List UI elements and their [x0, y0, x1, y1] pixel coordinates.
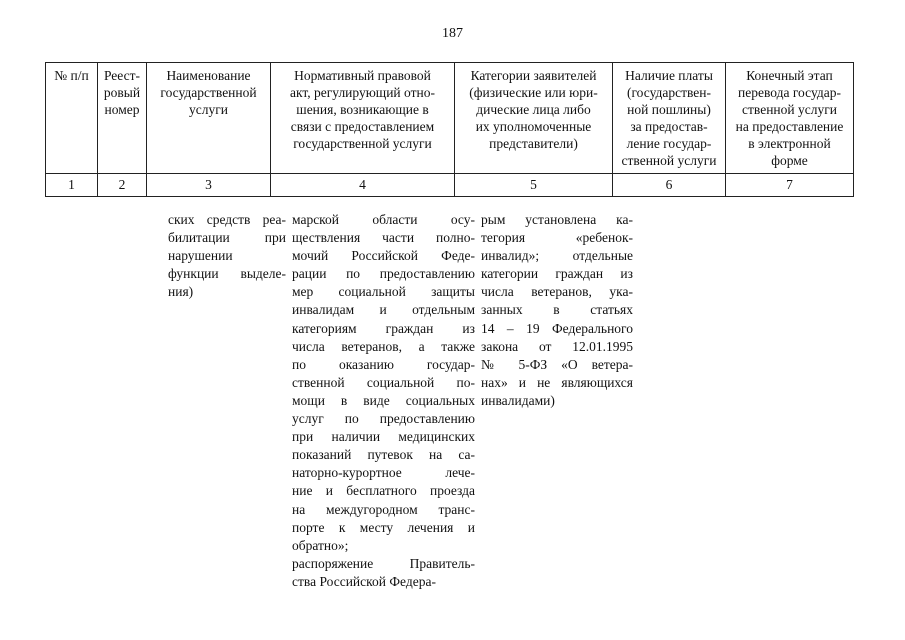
text-line: мочий Российской Феде-: [292, 248, 475, 264]
text-line: услуг по предоставлению: [292, 411, 475, 427]
text-line: распоряжение Правитель-: [292, 555, 475, 571]
text-line: наторно-курортное лече-: [292, 465, 475, 481]
text-line: функции выделе-: [168, 266, 286, 282]
column-header-5: Категории заявителей (физические или юри- дические лица либо их уполномоченные представители): [455, 63, 613, 174]
text-line: обратно»;: [292, 537, 349, 553]
text-line: показаний путевок на са-: [292, 447, 475, 463]
text-line: № 5-ФЗ «О ветера-: [481, 356, 633, 372]
text-line: мощи в виде социальных: [292, 392, 475, 408]
text-line: порте к месту лечения и: [292, 519, 475, 535]
column-number-1: 1: [46, 174, 98, 197]
text-line: закона от 12.01.1995: [481, 338, 633, 354]
column-header-3: Наименование государственной услуги: [147, 63, 271, 174]
text-line: на междугородном транс-: [292, 501, 475, 517]
continuation-column-5: [481, 211, 633, 410]
column-number-2: 2: [98, 174, 147, 197]
text-line: билитации при: [168, 230, 286, 246]
continuation-column-3: [168, 211, 286, 301]
text-line: рым установлена ка-: [481, 212, 633, 227]
text-line: категориям граждан из: [292, 320, 475, 336]
text-line: числа ветеранов, а также: [292, 338, 475, 354]
column-number-6: 6: [613, 174, 726, 197]
text-line: нарушении: [168, 248, 233, 264]
text-line: инвалидами): [481, 392, 555, 408]
page-number: 187: [442, 26, 463, 41]
text-line: занных в статьях: [481, 302, 633, 318]
text-line: ние и бесплатного проезда: [292, 483, 475, 499]
text-line: ществления части полно-: [292, 230, 475, 246]
text-line: по оказанию государ-: [292, 356, 475, 372]
text-line: нах» и не являющихся: [481, 374, 633, 390]
text-line: ских средств реа-: [168, 212, 286, 227]
column-number-7: 7: [726, 174, 854, 197]
text-line: рации по предоставлению: [292, 266, 475, 282]
text-line: инвалид»; отдельные: [481, 248, 633, 264]
text-line: 14 – 19 Федерального: [481, 320, 633, 336]
services-table-header: [45, 62, 854, 197]
column-header-1: № п/п: [46, 63, 98, 174]
column-number-3: 3: [147, 174, 271, 197]
column-header-4: Нормативный правовой акт, регулирующий отно- шения, возникающие в связи с предоставлением государственной услуги: [271, 63, 455, 174]
text-line: ства Российской Федера-: [292, 573, 436, 589]
column-header-6: Наличие платы (государствен- ной пошлины) за предостав- ление государ- ственной услуги: [613, 63, 726, 174]
text-line: инвалидам и отдельным: [292, 302, 475, 318]
text-line: числа ветеранов, ука-: [481, 284, 633, 300]
text-line: категории граждан из: [481, 266, 633, 282]
text-line: ния): [168, 284, 194, 300]
text-line: при наличии медицинских: [292, 429, 475, 445]
column-number-row: [46, 174, 854, 197]
text-line: ственной социальной по-: [292, 374, 475, 390]
column-number-4: 4: [271, 174, 455, 197]
column-header-2: Реест- ровый номер: [98, 63, 147, 174]
text-line: марской области осу-: [292, 212, 475, 227]
text-line: тегория «ребенок-: [481, 230, 633, 246]
text-line: мер социальной защиты: [292, 284, 475, 300]
continuation-column-4: [292, 211, 475, 591]
column-number-5: 5: [455, 174, 613, 197]
column-header-7: Конечный этап перевода государ- ственной услуги на предоставление в электронной форме: [726, 63, 854, 174]
table-header-row: [46, 63, 854, 174]
